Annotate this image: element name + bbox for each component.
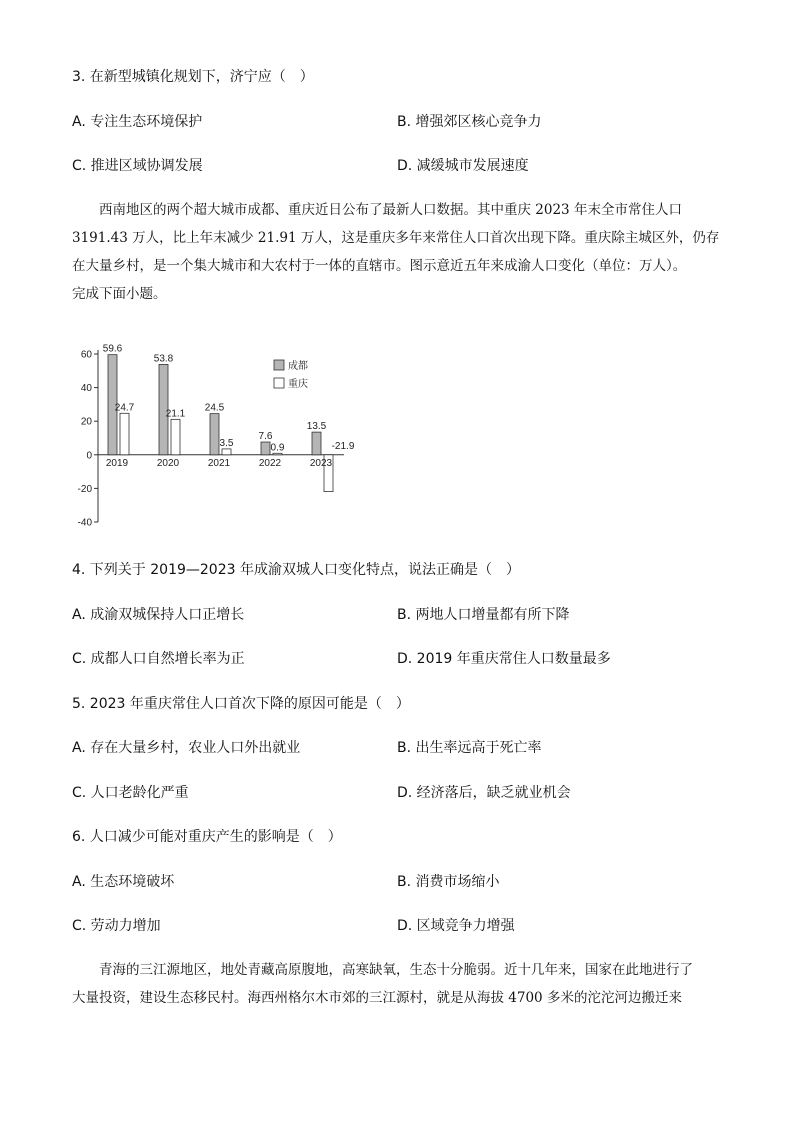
bar-chengdu-2023 xyxy=(312,432,321,455)
q5-option-b: B. 出生率远高于死亡率 xyxy=(397,740,542,756)
data-label-chengdu-2023: 13.5 xyxy=(306,421,327,433)
x-tick-label-2020: 2020 xyxy=(156,457,180,469)
data-label-chengdu-2019: 59.6 xyxy=(102,343,123,355)
q4-option-a: A. 成渝双城保持人口正增长 xyxy=(72,607,245,623)
q3-option-d: D. 减缓城市发展速度 xyxy=(397,158,529,174)
y-tick-label: 0 xyxy=(86,450,92,462)
data-label-chongqing-2020: 21.1 xyxy=(165,408,186,420)
legend-swatch-chongqing xyxy=(274,378,284,388)
data-label-chongqing-2019: 24.7 xyxy=(114,402,135,414)
y-tick-label: 40 xyxy=(80,383,92,395)
passage2-line-1: 青海的三江源地区，地处青藏高原腹地，高寒缺氧，生态十分脆弱。近十几年来，国家在此地进行了 xyxy=(99,962,693,978)
passage1-line-4: 完成下面小题。 xyxy=(72,286,167,302)
data-label-chongqing-2022: 0.9 xyxy=(270,442,285,454)
legend-swatch-chengdu xyxy=(274,360,284,370)
question-5-stem: 5. 2023 年重庆常住人口首次下降的原因可能是（ ） xyxy=(72,696,410,712)
y-tick-label: -40 xyxy=(77,517,92,529)
bar-group xyxy=(105,355,333,492)
question-4-stem: 4. 下列关于 2019—2023 年成渝双城人口变化特点，说法正确是（ ） xyxy=(72,562,520,578)
bar-chongqing-2022 xyxy=(273,453,282,455)
bar-chengdu-2022 xyxy=(261,442,270,455)
q5-option-d: D. 经济落后，缺乏就业机会 xyxy=(397,785,571,801)
bar-chengdu-2021 xyxy=(210,414,219,455)
legend-label-chongqing: 重庆 xyxy=(288,379,308,390)
x-tick-label-2019: 2019 xyxy=(105,457,129,469)
y-tick-label: -20 xyxy=(77,483,92,495)
q5-option-a: A. 存在大量乡村，农业人口外出就业 xyxy=(72,740,301,756)
data-label-chongqing-2021: 3.5 xyxy=(219,437,234,449)
data-label-chengdu-2021: 24.5 xyxy=(204,402,225,414)
x-tick-label-2021: 2021 xyxy=(207,457,231,469)
population-change-chart xyxy=(66,338,356,532)
passage-sanjiangyuan xyxy=(72,956,727,1012)
y-tick-label: 60 xyxy=(80,349,92,361)
passage2-line-2: 大量投资，建设生态移民村。海西州格尔木市郊的三江源村，就是从海拔 4700 多米的沱沱河边搬迁来 xyxy=(72,990,682,1006)
x-tick-label-2022: 2022 xyxy=(258,457,282,469)
q4-option-d: D. 2019 年重庆常住人口数量最多 xyxy=(397,651,611,667)
legend-label-chengdu: 成都 xyxy=(288,361,308,372)
y-tick-label: 20 xyxy=(80,416,92,428)
q3-option-a: A. 专注生态环境保护 xyxy=(72,114,203,130)
q4-option-c: C. 成都人口自然增长率为正 xyxy=(72,651,245,667)
question-3-stem: 3. 在新型城镇化规划下，济宁应（ ） xyxy=(72,69,314,85)
q6-option-c: C. 劳动力增加 xyxy=(72,918,161,934)
x-tick-label-2023: 2023 xyxy=(309,457,333,469)
q5-option-c: C. 人口老龄化严重 xyxy=(72,785,189,801)
passage-chengyu-population xyxy=(72,196,727,308)
bar-chongqing-2020 xyxy=(171,419,180,454)
bar-chongqing-2021 xyxy=(222,449,231,455)
passage1-line-1: 西南地区的两个超大城市成都、重庆近日公布了最新人口数据。其中重庆 2023 年末全市常住人口 xyxy=(99,202,682,218)
data-label-chongqing-2023: -21.9 xyxy=(331,440,355,452)
passage1-line-2: 3191.43 万人，比上年末减少 21.91 万人，这是重庆多年来常住人口首次出现下降。重庆除主城区外，仍存 xyxy=(72,230,720,246)
q6-option-a: A. 生态环境破坏 xyxy=(72,874,175,890)
x-tick-labels xyxy=(106,458,333,469)
legend xyxy=(274,359,308,390)
q6-option-b: B. 消费市场缩小 xyxy=(397,874,500,890)
q4-option-b: B. 两地人口增量都有所下降 xyxy=(397,607,570,623)
passage1-line-3: 在大量乡村，是一个集大城市和大农村于一体的直辖市。图示意近五年来成渝人口变化（单位：万人）。 xyxy=(72,258,687,274)
bar-chongqing-2019 xyxy=(120,413,129,454)
data-label-chengdu-2022: 7.6 xyxy=(258,431,273,443)
data-label-chengdu-2020: 53.8 xyxy=(153,353,174,365)
q3-option-b: B. 增强郊区核心竞争力 xyxy=(397,114,542,130)
q3-option-c: C. 推进区域协调发展 xyxy=(72,158,203,174)
question-6-stem: 6. 人口减少可能对重庆产生的影响是（ ） xyxy=(72,829,342,845)
q6-option-d: D. 区域竞争力增强 xyxy=(397,918,515,934)
